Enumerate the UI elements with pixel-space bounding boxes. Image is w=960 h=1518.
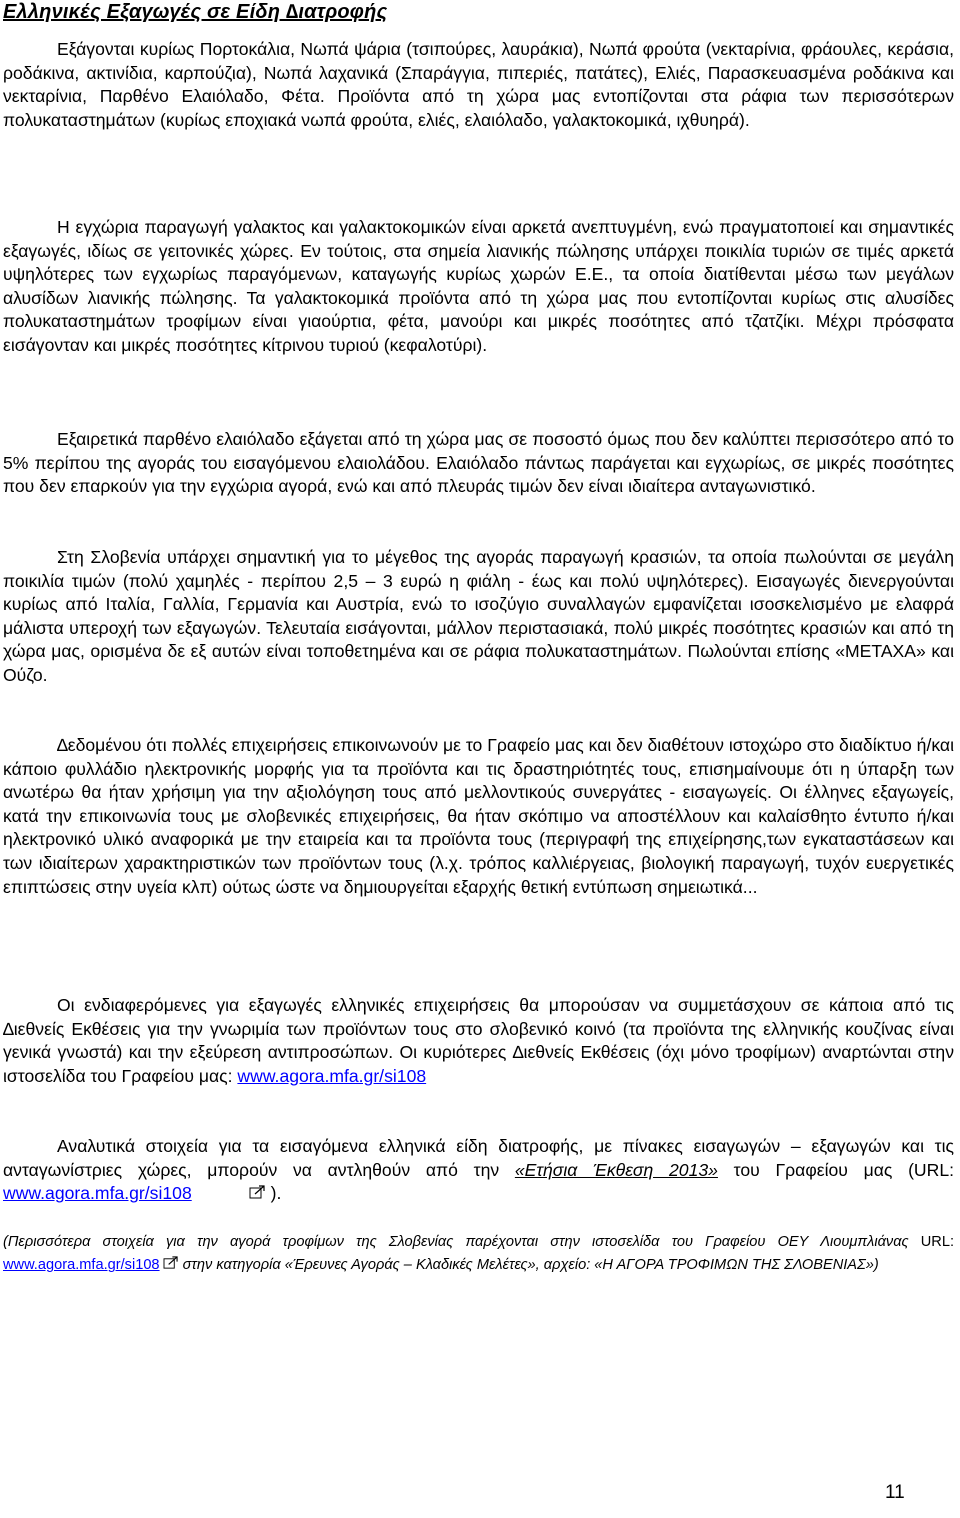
annual-report-url-link[interactable]: www.agora.mfa.gr/si108 <box>3 1183 192 1204</box>
page-title: Ελληνικές Εξαγωγές σε Είδη ∆ιατροφής <box>3 1 388 23</box>
trade-fairs-text: Οι ενδιαφερόμενες για εξαγωγές ελληνικές επιχειρήσεις θα μπορούσαν να συμμετάσχουν σε κάποια από τις ∆ιεθνείς Εκθέσεις για την γνωριμία των προϊόντων τους στο σλοβενικό κοινό (τα προϊόντα της ελληνικής κουζίνας είναι γενικά γνωστά) και την εξεύρεση αντιπροσώπων. Οι κυριότερες ∆ιεθνείς Εκθέσεις (όχι μόνο τροφίμων) αναρτώνται στην ιστοσελίδα του Γραφείου μας: <box>3 995 954 1086</box>
paragraph-dairy: Η εγχώρια παραγωγή γαλακτος και γαλακτοκομικών είναι αρκετά ανεπτυγμένη, ενώ πραγματοποιεί και σημαντικές εξαγωγές, ιδίως σε γειτονικές χώρες. Εν τούτοις, στα σημεία λιανικής πώλησης υπάρχει ποικιλία τυριών σε τιμές αρκετά υψηλότερες των εγχωρίως παραγόμενων, καταγωγής κυρίως χωρών Ε.Ε., τα οποία διατίθενται μέσω των μεγάλων αλυσίδων λιανικής πώλησης. Τα γαλακτοκομικά προϊόντα από τη χώρα μας που εντοπίζονται κυρίως στις αλυσίδες πολυκαταστημάτων τροφίμων είναι γιαούρτια, φέτα, μανούρι και μικρές ποσότητες από τζατζίκι. Μέχρι πρόσφατα εισάγονταν και μικρές ποσότητες κίτρινου τυριού (κεφαλοτύρι). <box>3 217 954 355</box>
annual-report-mid-text: του Γραφείου μας (URL: <box>717 1159 955 1180</box>
office-website-link[interactable]: www.agora.mfa.gr/si108 <box>237 1065 427 1086</box>
footnote-text: (Περισσότερα στοιχεία για την αγορά τροφίμων της Σλοβενίας παρέχονται στην ιστοσελίδα του Γραφείου ΟΕΥ Λιουμπλιάνας <box>3 1234 921 1250</box>
annual-report-link[interactable]: «Ετήσια Έκθεση 2013» <box>514 1159 718 1180</box>
external-link-icon[interactable] <box>163 1255 179 1278</box>
annual-report-text: Αναλυτικά στοιχεία για τα εισαγόμενα ελληνικά είδη διατροφής, με πίνακες εισαγωγών – εξαγωγών και τις ανταγωνίστριες χώρες, μπορούν να αντληθούν από την <box>3 1136 954 1180</box>
page-number: 11 <box>885 1482 905 1503</box>
paragraph-trade-fairs <box>3 994 954 1088</box>
footnote <box>3 1231 954 1279</box>
annual-report-end-text: ). <box>265 1183 282 1204</box>
external-link-icon[interactable] <box>195 1183 266 1207</box>
paragraph-exports: Εξάγονται κυρίως Πορτοκάλια, Νωπά ψάρια (τσιπούρες, λαυράκια), Νωπά φρούτα (νεκταρίνια, φράουλες, κεράσια, ροδάκινα, ακτινίδια, καρπούζια), Νωπά λαχανικά (Σπαράγγια, πιπεριές, πατάτες), Ελιές, Παρασκευασμένα ροδάκινα και νεκταρίνια, Παρθένο Ελαιόλαδο, Φέτα. Προϊόντα από τη χώρα μας εντοπίζονται στα ράφια των περισσότερων πολυκαταστημάτων (κυρίως εποχιακά νωπά φρούτα, ελιές, ελαιόλαδο, γαλακτοκομικά, ιχθυηρά). <box>3 39 954 130</box>
paragraph-communication: ∆εδομένου ότι πολλές επιχειρήσεις επικοινωνούν με το Γραφείο μας και δεν διαθέτουν ιστοχώρο στο διαδίκτυο ή/και κάποιο φυλλάδιο ηλεκτρονικής μορφής για τα προϊόντα και τις δραστηριότητές τους, επισημαίνουμε ότι η ύπαρξη των ανωτέρω θα ήταν χρήσιμη για την αξιολόγηση τους από μελλοντικούς συνεργάτες - εισαγωγείς. Οι έλληνες εξαγωγείς, κατά την επικοινωνία τους με σλοβενικές επιχειρήσεις, θα ήταν σκόπιμο να αποστέλλουν και καλαίσθητο έντυπο ή/και ηλεκτρονικό υλικό αναφορικά με την εταιρεία και τα προϊόντα τους (περιγραφή της επιχείρησης,των εγκαταστάσεων και των ιδιαίτερων χαρακτηριστικών των προϊόντων τους (λ.χ. τρόπος καλλιέργειας, βιολογική παραγωγή, τυχόν ευεργετικές επιπτώσεις στην υγεία κλπ) ούτως ώστε να δημιουργείται εξαρχής θετική εντύπωση σημειωτικά... <box>3 735 954 897</box>
paragraph-wine: Στη Σλοβενία υπάρχει σημαντική για το μέγεθος της αγοράς παραγωγή κρασιών, τα οποία πωλούνται σε μεγάλη ποικιλία τιμών (πολύ χαμηλές - περίπου 2,5 – 3 ευρώ η φιάλη - έως και πολύ υψηλότερες). Εισαγωγές διενεργούνται κυρίως από Ιταλία, Γαλλία, Γερμανία και Αυστρία, ενώ το ισοζύγιο συναλλαγών εμφανίζεται ισοσκελισμένο με ελαφρά μάλιστα υπεροχή των εξαγωγών. Τελευταία εισάγονται, μάλλον περιστασιακά, πολύ μικρές ποσότητες κρασιών και από τη χώρα μας, ορισμένα δε εξ αυτών είναι τοποθετημένα και σε ράφια πολυκαταστημάτων. Πωλούνται επίσης «ΜΕΤΑΧΑ» και Ούζο. <box>3 547 954 685</box>
paragraph-olive-oil: Εξαιρετικά παρθένο ελαιόλαδο εξάγεται από τη χώρα μας σε ποσοστό όμως που δεν καλύπτει περισσότερο από το 5% περίπου της αγοράς του εισαγόμενου ελαιολάδου. Ελαιόλαδο πάντως παράγεται και εγχωρίως, σε μικρές ποσότητες που δεν επαρκούν για την εγχώρια αγορά, ενώ και από πλευράς τιμών δεν είναι ιδιαίτερα ανταγωνιστικό. <box>3 429 954 497</box>
footnote-link[interactable]: www.agora.mfa.gr/si108 <box>3 1257 160 1274</box>
paragraph-annual-report <box>3 1135 954 1207</box>
footnote-end-text: στην κατηγορία «Έρευνες Αγοράς – Κλαδικές Μελέτες», αρχείο: «Η ΑΓΟΡΑ ΤΡΟΦΙΜΩΝ ΤΗΣ ΣΛΟΒΕΝΙΑΣ») <box>178 1257 879 1274</box>
footnote-url-label: URL: <box>920 1234 954 1250</box>
